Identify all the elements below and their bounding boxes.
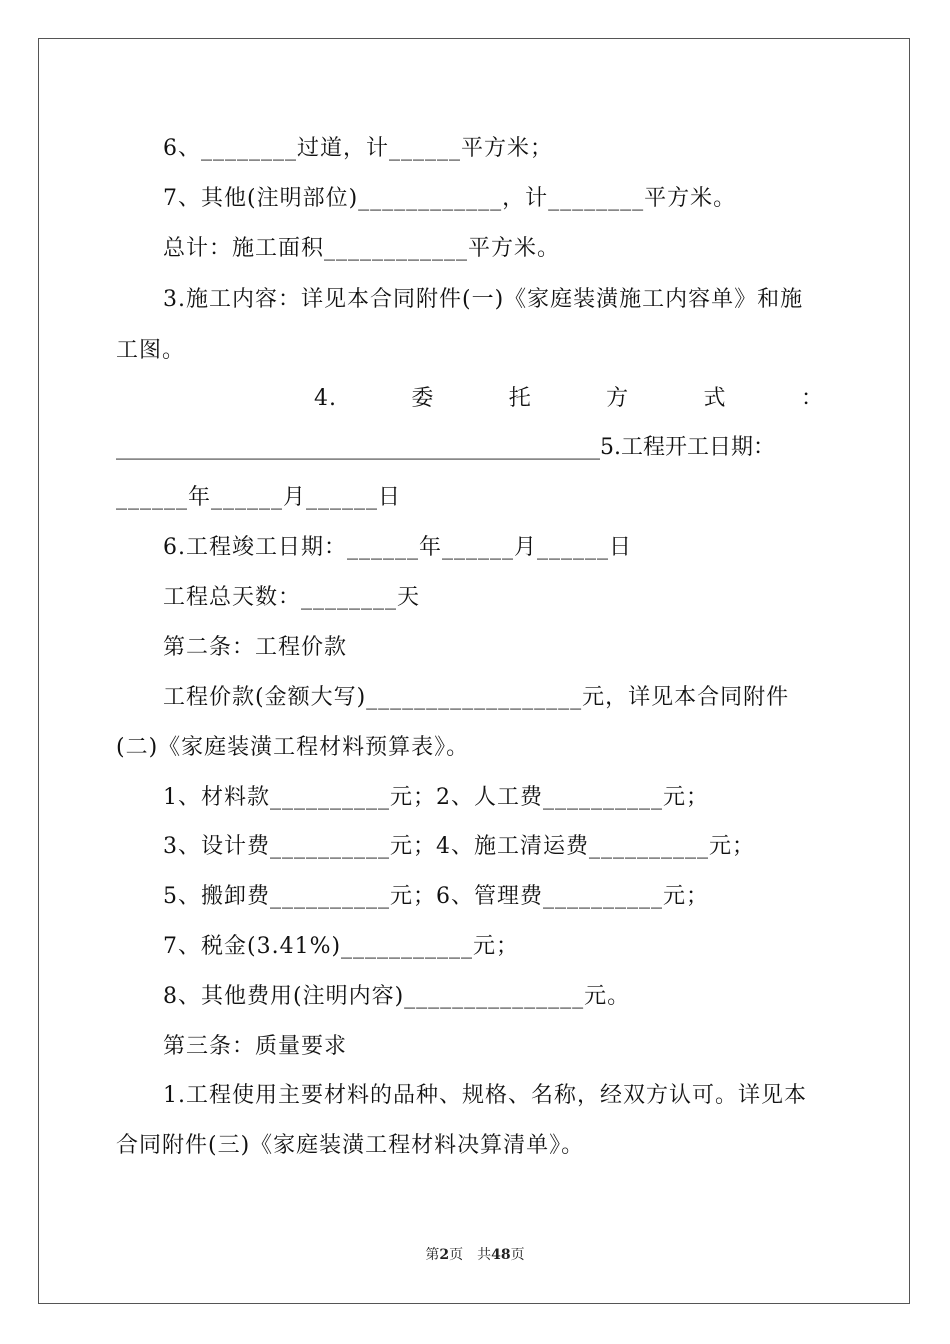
footer-prefix: 第	[425, 1247, 440, 1263]
text-line: 工程总天数：________天	[163, 585, 421, 610]
footer-page-number: 2	[439, 1247, 450, 1263]
spread-char: 4.	[314, 386, 337, 411]
spread-char: ：	[800, 386, 824, 411]
footer-total-pages: 48	[491, 1247, 511, 1263]
text-line: (二)《家庭装潢工程材料预算表》。	[116, 735, 470, 760]
text-line: 8、其他费用(注明内容)_______________元。	[163, 984, 631, 1009]
footer-suffix: 页	[510, 1247, 525, 1263]
text-line: 3、设计费__________元；4、施工清运费__________元；	[163, 834, 755, 859]
text-line: 1.工程使用主要材料的品种、规格、名称，经双方认可。详见本	[163, 1083, 807, 1108]
spread-char: 式	[703, 386, 727, 411]
page-border	[38, 38, 910, 1304]
text-line: 合同附件(三)《家庭装潢工程材料决算清单》。	[116, 1133, 585, 1158]
text-line: 1、材料款__________元；2、人工费__________元；	[163, 785, 709, 810]
commission-method-line	[314, 384, 824, 414]
text-line: 工图。	[116, 338, 186, 363]
section-heading: 第三条：质量要求	[163, 1034, 348, 1059]
text-line: 7、其他(注明部位)____________，计________平方米。	[163, 186, 737, 211]
section-heading: 第二条：工程价款	[163, 635, 348, 660]
spread-char: 方	[606, 386, 630, 411]
text-line: 6.工程竣工日期：______年______月______日	[163, 535, 632, 560]
text-line: 5、搬卸费__________元；6、管理费__________元；	[163, 884, 709, 909]
footer-mid: 页 共	[449, 1247, 492, 1263]
text-line: 3.施工内容：详见本合同附件(一)《家庭装潢施工内容单》和施	[163, 287, 804, 312]
text-line: 7、税金(3.41%)___________元；	[163, 934, 520, 959]
text-line: ____________________________________________5.工程开工日期：	[116, 435, 775, 460]
text-line: 总计：施工面积____________平方米。	[163, 236, 561, 261]
text-line: ______年______月______日	[116, 485, 402, 510]
text-line: 工程价款(金额大写)__________________元，详见本合同附件	[163, 685, 790, 710]
page-footer	[0, 1244, 950, 1264]
spread-char: 委	[411, 386, 435, 411]
text-line: 6、________过道，计______平方米；	[163, 136, 553, 161]
spread-char: 托	[508, 386, 532, 411]
